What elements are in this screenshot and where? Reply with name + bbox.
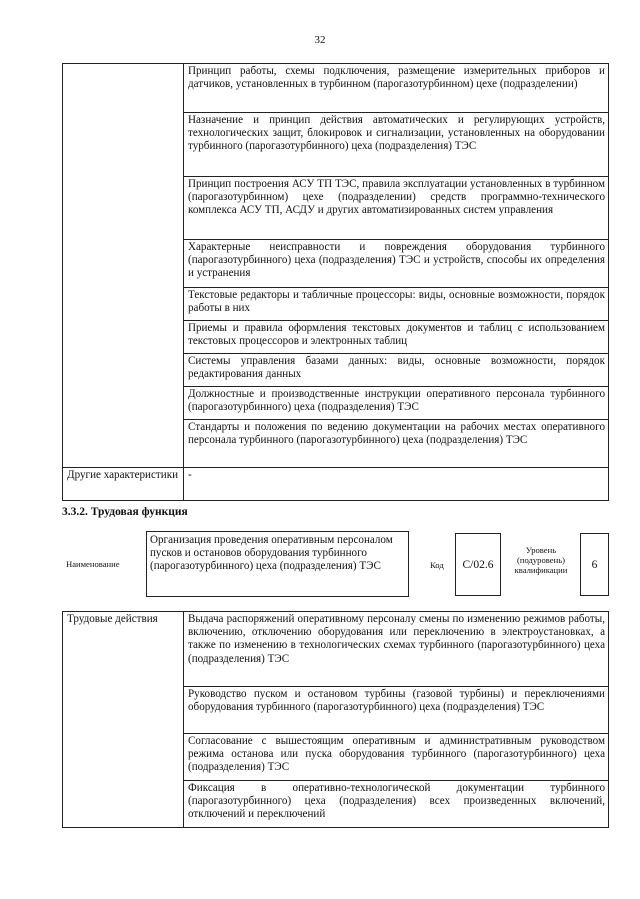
labor-action-item: Согласование с вышестоящим оперативным и административным руководством режима останова или пуска оборудования турбинного (парогазотурбинного) цеха (подразделения) ТЭС xyxy=(184,734,609,781)
knowledge-item: Назначение и принцип действия автоматических и регулирующих устройств, технологических защит, блокировок и сигнализации, установленных на оборудовании турбинного (парогазотурбинного) цеха (подразделения) ТЭС xyxy=(184,113,609,177)
labor-action-item: Фиксация в оперативно-технологической документации турбинного (парогазотурбинного) цеха (подразделения) всех произведенных включений, отключений и переключений xyxy=(184,781,609,828)
function-code-label: Код xyxy=(430,560,444,570)
knowledge-item: Должностные и производственные инструкции оперативного персонала турбинного (парогазотурбинного) цеха (подразделения) ТЭС xyxy=(184,387,609,420)
knowledge-item: Системы управления базами данных: виды, основные возможности, порядок редактирования данных xyxy=(184,354,609,387)
function-code-value: C/02.6 xyxy=(455,533,501,596)
knowledge-item: Принцип работы, схемы подключения, размещение измерительных приборов и датчиков, установленных в турбинном (парогазотурбинном) цехе (подразделении) xyxy=(184,64,609,113)
labor-actions-table xyxy=(62,611,609,828)
qualification-level-label: Уровень (подуровень) квалификации xyxy=(514,545,568,575)
section-title: 3.3.2. Трудовая функция xyxy=(62,506,188,518)
function-name-label: Наименование xyxy=(66,559,120,569)
qualification-level-value: 6 xyxy=(580,533,609,596)
knowledge-label-cell xyxy=(63,64,184,468)
knowledge-table xyxy=(62,63,609,501)
table-row xyxy=(63,612,609,687)
knowledge-item: Стандарты и положения по ведению документации на рабочих местах оперативного персонала турбинного (парогазотурбинного) цеха (подразделения) ТЭС xyxy=(184,420,609,468)
table-row xyxy=(63,64,609,113)
knowledge-item: Принцип построения АСУ ТП ТЭС, правила эксплуатации установленных в турбинном (парогазотурбинном) цехе (подразделении) средств программно-технического комплекса АСУ ТП, АСДУ и других автоматизированных систем управления xyxy=(184,177,609,240)
labor-actions-label: Трудовые действия xyxy=(63,612,184,828)
other-characteristics-value: - xyxy=(184,468,609,501)
knowledge-item: Характерные неисправности и повреждения оборудования турбинного (парогазотурбинного) цеха (подразделения) ТЭС и устройств, способы их определения и устранения xyxy=(184,240,609,288)
knowledge-item: Текстовые редакторы и табличные процессоры: виды, основные возможности, порядок работы в них xyxy=(184,288,609,321)
labor-action-item: Выдача распоряжений оперативному персоналу смены по изменению режимов работы, включению, отключению оборудования или переключению в электроустановках, а также по изменению в технологических схемах турбинного (парогазотурбинного) цеха (подразделения) ТЭС xyxy=(184,612,609,687)
page-number: 32 xyxy=(314,34,326,46)
other-characteristics-label: Другие характеристики xyxy=(63,468,184,501)
knowledge-item: Приемы и правила оформления текстовых документов и таблиц с использованием текстовых процессоров и электронных таблиц xyxy=(184,321,609,354)
labor-action-item: Руководство пуском и остановом турбины (газовой турбины) и переключениями оборудования турбинного (парогазотурбинного) цеха (подразделения) ТЭС xyxy=(184,687,609,734)
table-row xyxy=(63,468,609,501)
function-name-value: Организация проведения оперативным персоналом пусков и остановов оборудования турбинного (парогазотурбинного) цеха (подразделения) ТЭС xyxy=(146,531,409,597)
